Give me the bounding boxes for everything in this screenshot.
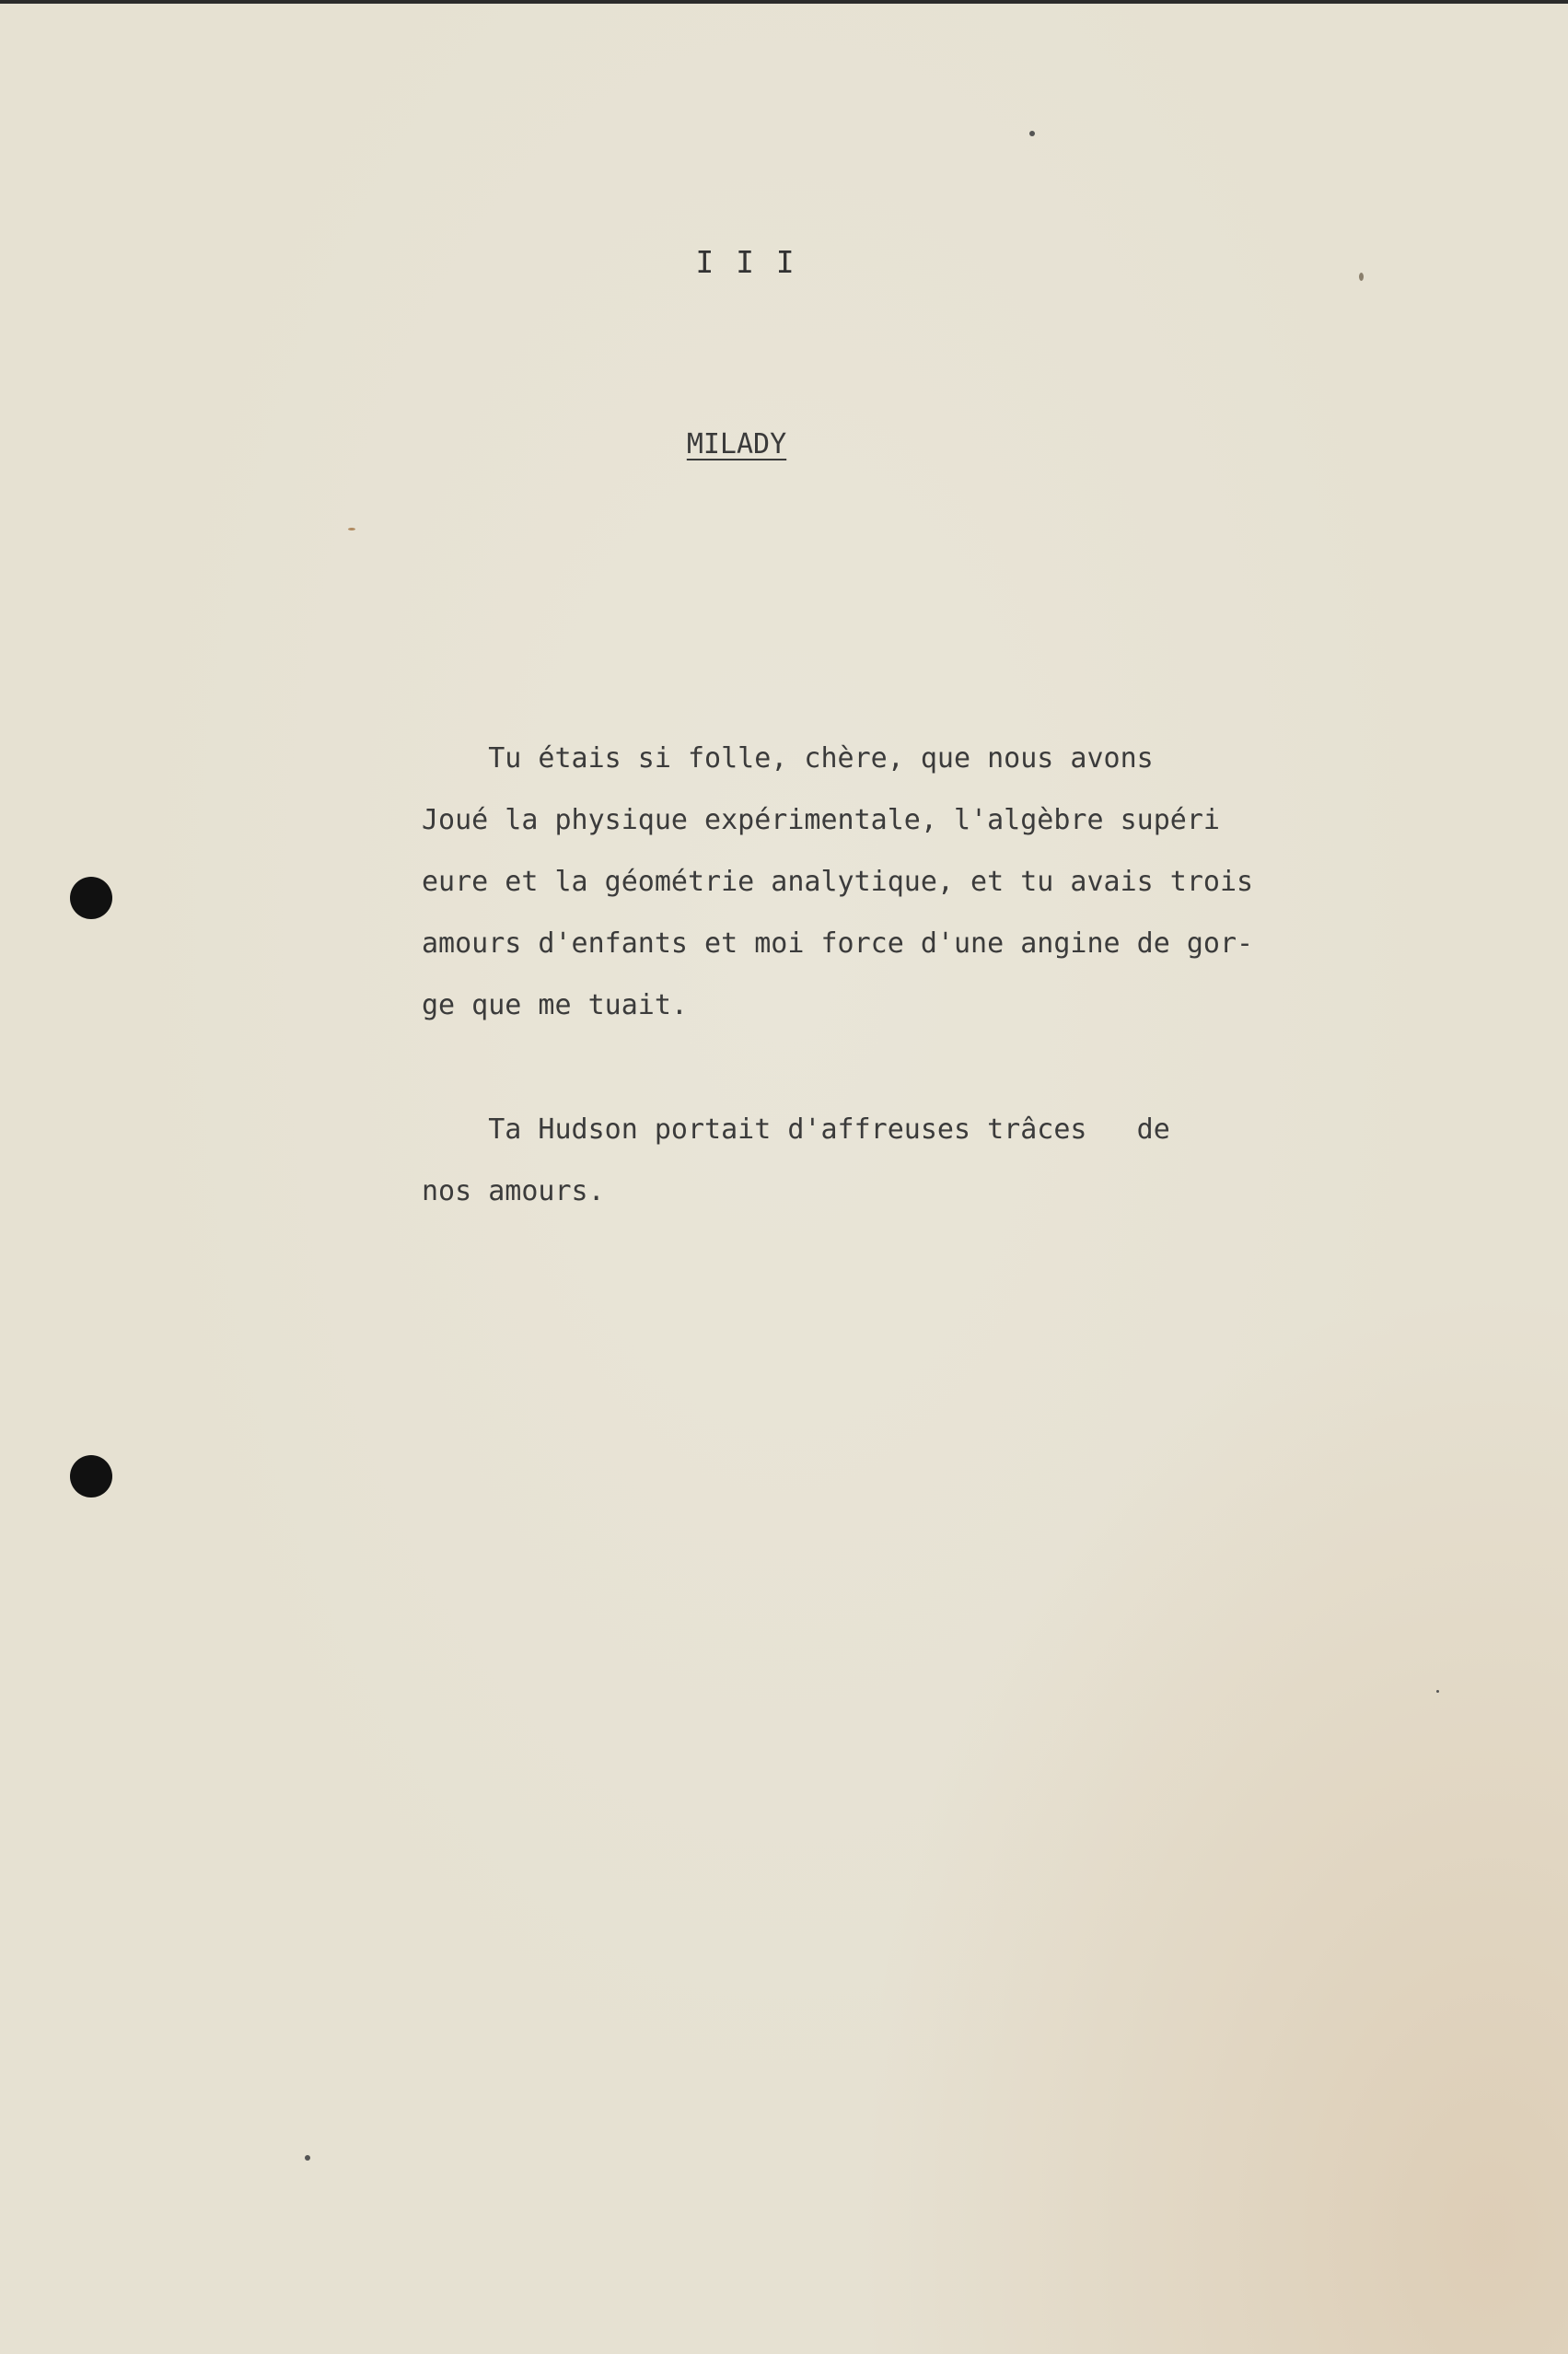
- punch-hole-top: [70, 877, 112, 919]
- paper-speck: [1436, 1690, 1439, 1693]
- paragraph-1-line-1: Tu étais si folle, chère, que nous avons: [422, 742, 1154, 775]
- paragraph-1-line-5: ge que me tuait.: [422, 989, 688, 1021]
- paragraph-2-line-1: Ta Hudson portait d'affreuses trâces de: [422, 1113, 1170, 1146]
- paragraph-2-line-2: nos amours.: [422, 1175, 605, 1207]
- paper-speck: [305, 2155, 310, 2161]
- punch-hole-bottom: [70, 1455, 112, 1497]
- chapter-title-text: MILADY: [686, 428, 787, 460]
- paper-speck: [348, 528, 355, 530]
- paragraph-1-line-4: amours d'enfants et moi force d'une angine de gor-: [422, 927, 1254, 960]
- chapter-number: I I I: [695, 244, 796, 280]
- paper-speck: [1029, 131, 1035, 136]
- paragraph-1-line-3: eure et la géométrie analytique, et tu avais trois: [422, 866, 1254, 898]
- paragraph-1-line-2: Joué la physique expérimentale, l'algèbre supéri: [422, 804, 1220, 836]
- chapter-title: [645, 428, 829, 460]
- page-top-edge: [0, 0, 1568, 4]
- paper-speck: [1359, 273, 1364, 281]
